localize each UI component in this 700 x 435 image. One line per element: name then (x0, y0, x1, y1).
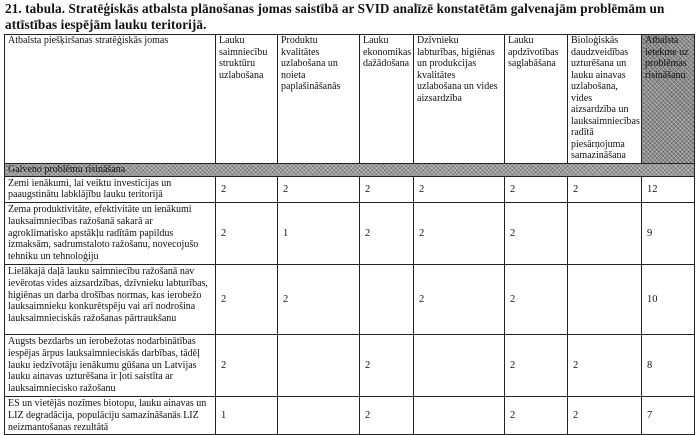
cell-value: 2 (414, 176, 505, 203)
cell-value: 2 (505, 397, 568, 435)
cell-value: 2 (278, 265, 360, 335)
section-row (5, 163, 695, 176)
table-row (5, 397, 695, 435)
cell-value: 2 (360, 203, 414, 265)
cell-value: 2 (568, 335, 642, 397)
row-label: Lielākajā daļā lauku saimniecību ražošanā nav ievērotas vides aizsardzības, dzīvnieku labturības, higiēnas un darba drošības normas, kas ierobežo lauksaimnieku konkurētspēju vai arī nodrošina lauksaimnieciskās ražošanas pārtraukšanu (5, 265, 216, 335)
cell-value: 2 (360, 397, 414, 435)
header-farm-structure: Lauku saimniecību struktūru uzlabošana (216, 35, 278, 164)
cell-value: 1 (216, 397, 278, 435)
cell-value: 2 (360, 176, 414, 203)
impact-value: 10 (642, 265, 695, 335)
cell-value (360, 265, 414, 335)
cell-value (414, 335, 505, 397)
cell-value: 2 (505, 203, 568, 265)
cell-value (278, 397, 360, 435)
cell-value: 2 (414, 265, 505, 335)
table-row (5, 203, 695, 265)
cell-value: 2 (216, 176, 278, 203)
row-label: Zemi ienākumi, lai veiktu investīcijas un paaugstinātu labklājību lauku teritorijā (5, 176, 216, 203)
header-row (5, 35, 695, 164)
cell-value: 2 (216, 265, 278, 335)
header-animal-welfare: Dzīvnieku labturības, higiēnas un produkcijas kvalitātes uzlabošana un vides aizsardzība (414, 35, 505, 164)
header-support-impact: Atbalsta ietekme uz problēmas risināšanu (642, 35, 695, 164)
cell-value: 2 (360, 335, 414, 397)
row-label: ES un vietējās nozīmes biotopu, lauku ainavas un LIZ degradācija, populāciju samazināšanās LIZ neizmantošanas rezultātā (5, 397, 216, 435)
cell-value: 2 (568, 397, 642, 435)
table-row (5, 176, 695, 203)
strategy-table (4, 34, 695, 435)
impact-value: 9 (642, 203, 695, 265)
cell-value: 2 (505, 265, 568, 335)
cell-value: 2 (568, 176, 642, 203)
header-rural-population: Lauku apdzīvotības saglabāšana (505, 35, 568, 164)
section-label: Galveno problēmu risināšana (5, 163, 695, 176)
cell-value: 2 (278, 176, 360, 203)
cell-value: 2 (216, 335, 278, 397)
row-label: Zema produktivitāte, efektivitāte un ienākumi lauksaimniecības ražošanā sakarā ar agroklimatisko apstākļu radītām papildus izmaksām, sadrumstaloto ražošanu, novecojušo tehniku un tehnoloģiju (5, 203, 216, 265)
cell-value: 2 (216, 203, 278, 265)
header-strategic-areas: Atbalsta piešķiršanas stratēģiskās jomas (5, 35, 216, 164)
cell-value (278, 335, 360, 397)
header-product-quality: Produktu kvalitātes uzlabošana un noieta paplašināšanās (278, 35, 360, 164)
impact-value: 8 (642, 335, 695, 397)
header-rural-diversification: Lauku ekonomikas dažādošana (360, 35, 414, 164)
row-label: Augsts bezdarbs un ierobežotas nodarbinātības iespējas ārpus lauksaimnieciskās darbības, tādēļ lauku iedzīvotāju ienākumu gūšana un Latvijas lauku ainavas uzturēšana ir ļoti saistīta ar lauksaimniecisko ražošanu (5, 335, 216, 397)
table-row (5, 265, 695, 335)
cell-value (568, 265, 642, 335)
table-title: 21. tabula. Stratēģiskās atbalsta plānošanas jomas saistībā ar SVID analīzē konstatētām galvenajām problēmām un attīstības iespējām lauku teritorijā. (5, 1, 665, 32)
cell-value: 2 (505, 176, 568, 203)
cell-value: 2 (505, 335, 568, 397)
table-row (5, 335, 695, 397)
cell-value: 2 (414, 203, 505, 265)
cell-value: 1 (278, 203, 360, 265)
header-biodiversity: Bioloģiskās daudzveidības uzturēšana un lauku ainavas uzlabošana, vides aizsardzība un lauksaimniecības radītā piesārņojuma samazināšana (568, 35, 642, 164)
impact-value: 12 (642, 176, 695, 203)
cell-value (568, 203, 642, 265)
impact-value: 7 (642, 397, 695, 435)
cell-value (414, 397, 505, 435)
